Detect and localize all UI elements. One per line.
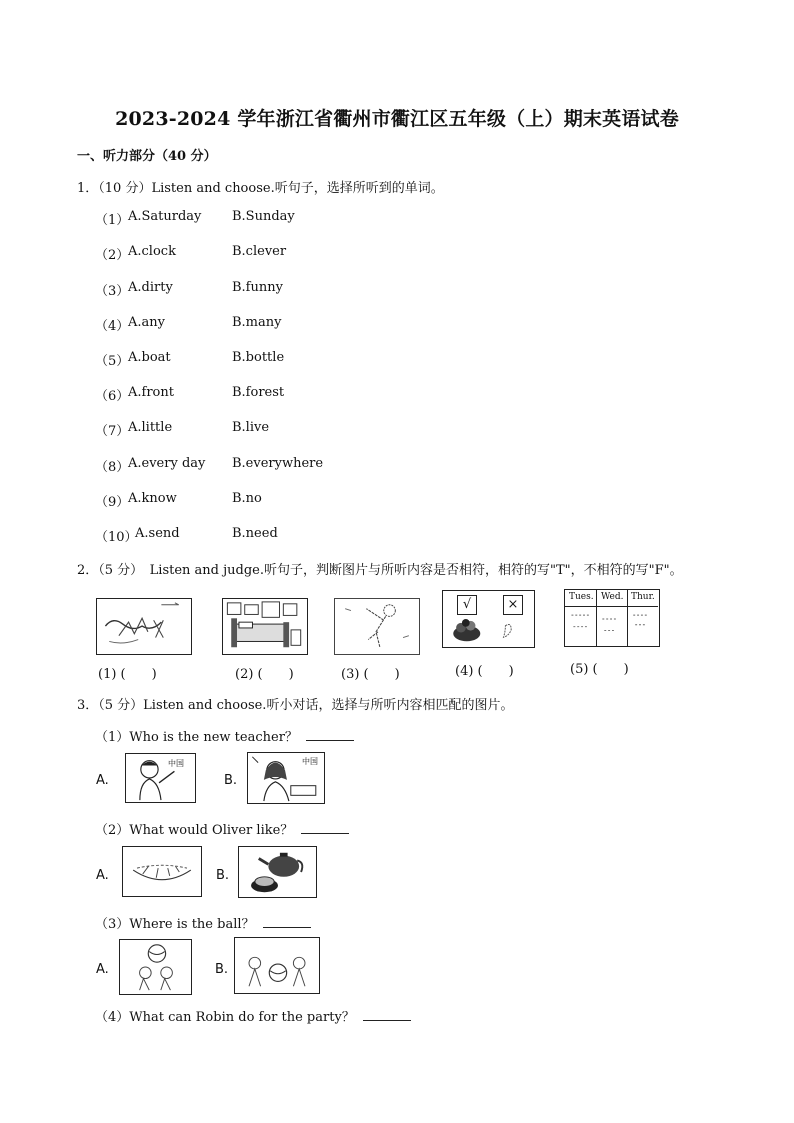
q1-option-b[interactable]: B.bottle: [232, 350, 285, 365]
q3-sub-1-text: （1）Who is the new teacher？: [95, 730, 298, 745]
q2-caption-1[interactable]: (1) ( ): [98, 667, 157, 682]
q3-1-picture-a-teacher[interactable]: [125, 753, 196, 803]
q1-option-a[interactable]: A.boat: [128, 350, 171, 365]
q1-item-number: （5）: [95, 354, 130, 369]
q1-option-a[interactable]: A.Saturday: [128, 209, 202, 224]
option-a-label: A.: [96, 962, 109, 977]
calendar-day-header: Tues.: [569, 592, 594, 602]
q1-option-b[interactable]: B.forest: [232, 385, 285, 400]
q1-item-number: （2）: [95, 248, 130, 263]
q1-option-a[interactable]: A.little: [128, 420, 173, 435]
calendar-doodles-icon: [565, 590, 659, 646]
q2-caption-5[interactable]: (5) ( ): [570, 662, 629, 677]
ball-on-toys-icon: [120, 940, 191, 994]
q1-option-b[interactable]: B.funny: [232, 280, 283, 295]
q3-2-picture-a-food[interactable]: [122, 846, 202, 897]
dancing-person-icon: [335, 599, 419, 654]
male-teacher-icon: [126, 754, 195, 802]
question-1-prompt: 1．（10 分）Listen and choose.听句子，选择所听到的单词。: [77, 181, 444, 196]
q1-option-b[interactable]: B.no: [232, 491, 262, 506]
q3-sub-2-text: （2）What would Oliver like？: [95, 823, 294, 838]
option-b-label: B.: [224, 773, 238, 788]
q1-option-a[interactable]: A.clock: [128, 244, 176, 259]
answer-blank[interactable]: [363, 1008, 411, 1021]
q1-item-number: （7）: [95, 424, 130, 439]
q3-sub-1-question: [95, 726, 354, 745]
q1-item-number: （3）: [95, 284, 130, 299]
q1-option-a[interactable]: A.any: [128, 315, 165, 330]
q2-caption-3[interactable]: (3) ( ): [341, 667, 400, 682]
fruit-bowl-icon: [443, 591, 534, 647]
cross-mark-icon: ×: [503, 595, 523, 615]
answer-blank[interactable]: [306, 728, 354, 741]
question-2-prompt: 2．（5 分） Listen and judge.听句子，判断图片与所听内容是否相符，相符的写"T"，不相符的写"F"。: [77, 563, 683, 578]
teapot-icon: [239, 847, 316, 897]
q2-picture-4-fruit-check: [442, 590, 535, 648]
q1-item-number: （8）: [95, 460, 130, 475]
question-3-prompt: 3．（5 分）Listen and choose.听小对话，选择与所听内容相匹配的图片。: [77, 698, 514, 713]
q1-item-number: （9）: [95, 495, 130, 510]
answer-blank[interactable]: [263, 915, 311, 928]
q1-option-a[interactable]: A.front: [128, 385, 174, 400]
q1-option-b[interactable]: B.need: [232, 526, 278, 541]
exam-title: 2023-2024 学年浙江省衢州市衢江区五年级（上）期末英语试卷: [115, 108, 679, 130]
q3-3-picture-b-ball[interactable]: [234, 937, 320, 994]
female-teacher-icon: [248, 753, 324, 803]
answer-blank[interactable]: [301, 821, 349, 834]
q2-picture-3-dancer: [334, 598, 420, 655]
q1-item-number: （10）: [95, 530, 138, 545]
noodles-bowl-icon: [123, 847, 201, 896]
q3-sub-4-text: （4）What can Robin do for the party？: [95, 1010, 355, 1025]
q3-sub-2-question: [95, 819, 349, 838]
q2-picture-5-calendar: [564, 589, 660, 647]
option-b-label: B.: [216, 868, 230, 883]
calendar-day-header: Wed.: [601, 592, 624, 602]
q3-sub-3-text: （3）Where is the ball？: [95, 917, 255, 932]
q3-sub-3-question: [95, 913, 311, 932]
option-b-label: B.: [215, 962, 229, 977]
q2-picture-1-sketch: [96, 598, 192, 655]
q1-option-b[interactable]: B.Sunday: [232, 209, 295, 224]
blackboard-text: 中国: [168, 759, 184, 768]
q1-item-number: （1）: [95, 213, 130, 228]
scribble-figure-icon: [97, 599, 191, 654]
q1-option-a[interactable]: A.know: [128, 491, 177, 506]
q1-option-b[interactable]: B.everywhere: [232, 456, 324, 471]
q3-2-picture-b-tea[interactable]: [238, 846, 317, 898]
q1-option-a[interactable]: A.every day: [128, 456, 206, 471]
q3-1-picture-b-teacher[interactable]: [247, 752, 325, 804]
q1-option-b[interactable]: B.live: [232, 420, 270, 435]
q2-caption-4[interactable]: (4) ( ): [455, 664, 514, 679]
option-a-label: A.: [96, 868, 109, 883]
q1-item-number: （4）: [95, 319, 130, 334]
option-a-label: A.: [96, 773, 109, 788]
q2-picture-2-bedroom: [222, 598, 308, 655]
check-mark-icon: √: [457, 595, 477, 615]
ball-between-toys-icon: [235, 938, 319, 993]
q1-option-b[interactable]: B.many: [232, 315, 282, 330]
q1-option-a[interactable]: A.dirty: [128, 280, 173, 295]
q1-option-b[interactable]: B.clever: [232, 244, 287, 259]
section-heading-listening: 一、听力部分（40 分）: [77, 149, 217, 164]
calendar-day-header: Thur.: [631, 592, 655, 602]
q1-item-number: （6）: [95, 389, 130, 404]
q3-sub-4-question: [95, 1006, 411, 1025]
q2-caption-2[interactable]: (2) ( ): [235, 667, 294, 682]
q3-3-picture-a-ball[interactable]: [119, 939, 192, 995]
bed-icon: [223, 599, 307, 654]
blackboard-text: 中国: [302, 757, 318, 766]
q1-option-a[interactable]: A.send: [135, 526, 180, 541]
